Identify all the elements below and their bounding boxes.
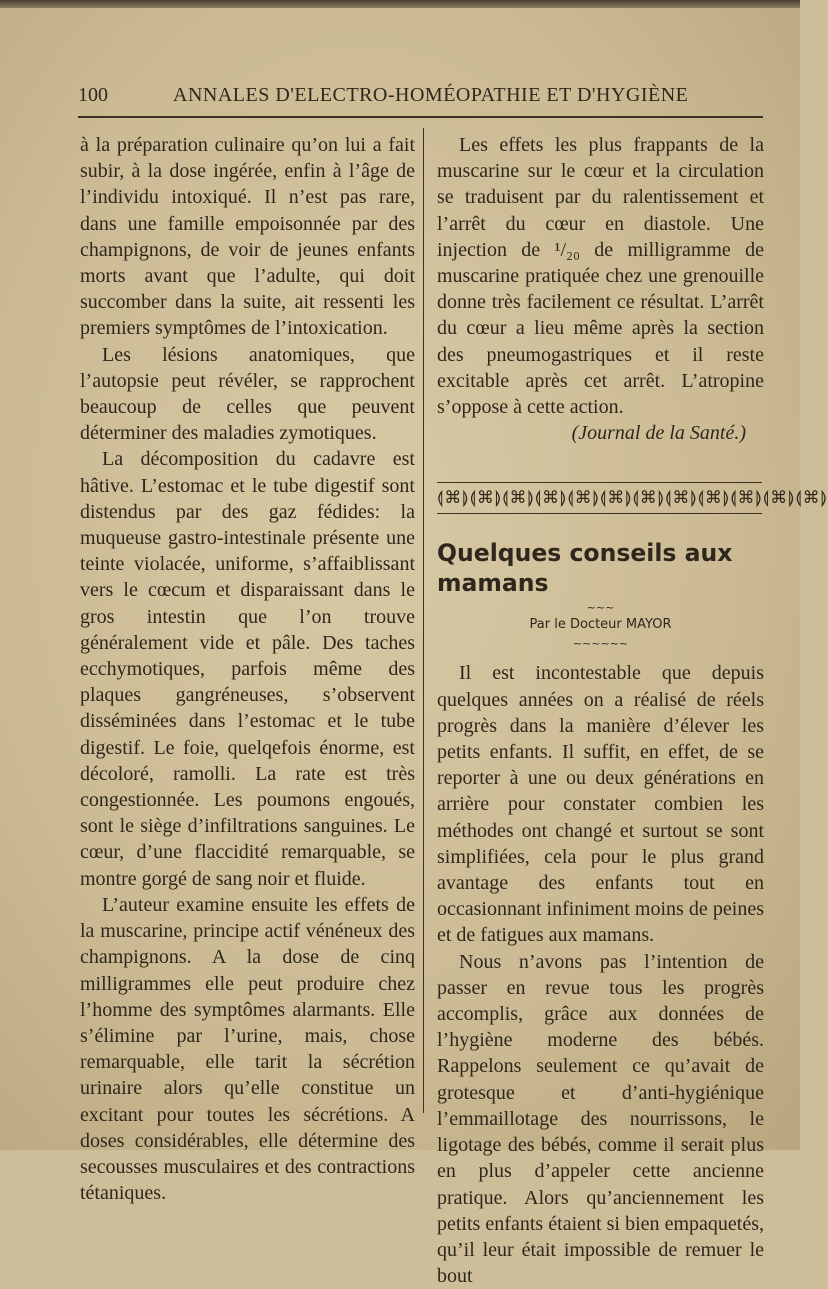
paragraph: à la préparation culinaire qu’on lui a fait subir, à la dose ingérée, enfin à l’âge de l’individu intoxiqué. Il n’est pas rare, dans une famille empoisonnée par des champignons, de voir de jeunes enfants morts avant que l’adulte, qui doit succomber dans la suite, ait ressenti les premiers symptômes de l’intoxication. — [80, 134, 415, 340]
running-title: ANNALES D'ELECTRO-HOMÉOPATHIE ET D'HYGIÈNE — [173, 84, 689, 106]
article-body — [437, 660, 764, 1289]
page-header — [78, 84, 778, 114]
scan-edge — [0, 0, 800, 8]
paragraph: Les lésions anatomiques, que l’autopsie peut révéler, se rapprochent beaucoup de celles que peuvent déterminer des maladies zymotiques. — [80, 343, 415, 445]
paragraph: Les effets les plus frappants de la muscarine sur le cœur et la circulation se traduisent par du ralentissement et l’arrêt du cœur en diastole. Une injection de ¹/₂₀ de milligramme de muscarine pratiquée chez une grenouille donne très facilement ce résultat. L’arrêt du cœur a lieu même après la section des pneumogastriques et il reste excitable après cet arrêt. L’atropine s’oppose à cette action. — [437, 134, 764, 419]
column-divider — [423, 128, 424, 1113]
squiggle-ornament: ~~~ — [586, 601, 615, 615]
page-number: 100 — [78, 84, 108, 106]
left-column — [80, 132, 415, 1206]
paragraph: Nous n’avons pas l’intention de passer en revue tous les progrès accomplis, grâce aux données de l’hygiène moderne des bébés. Rappelons seulement ce qu’avait de grotesque et d’anti-hygiénique l’emmaillotage des nourrissons, le ligotage des bébés, comme il serait plus en plus d’appeler cette ancienne pratique. Alors qu’anciennement les petits enfants étaient si bien empaquetés, qu’il leur était impossible de remuer le bout — [437, 950, 764, 1288]
ornamental-divider — [437, 482, 828, 514]
paragraph: La décomposition du cadavre est hâtive. L’estomac et le tube digestif sont distendus par des gaz fédides: la muqueuse gastro-intestinale présente une teinte violacée, uniforme, s’affaiblissant vers le cœcum et disparaissant dans le gros intestin que l’on trouve généralement vide et pâle. Des taches ecchymotiques, parfois même des plaques gangréneuses, s’observent disséminées dans l’estomac et le tube digestif. Le foie, quelqefois énorme, est décoloré, ramolli. La rate est très congestionnée. Les poumons engoués, sont le siège d’infiltrations sanguines. Le cœur, d’une flaccidité remarquable, se montre gorgé de sang noir et fluide. — [80, 448, 415, 890]
paragraph: Il est incontestable que depuis quelques années on a réalisé de réels progrès dans la manière d’élever les petits enfants. Il suffit, en effet, de se reporter à une ou deux générations en arrière pour constater combien les méthodes ont changé et surtout se sont simplifiées, cela pour le plus grand avantage des enfants tout en occasionnant infiniment moins de peines et de fatigues aux mamans. — [437, 662, 764, 947]
article-title: Quelques conseils aux mamans — [437, 539, 733, 598]
article-byline: Par le Docteur MAYOR — [529, 617, 672, 633]
ornament-pattern: ⟬⌘⟭⟬⌘⟭⟬⌘⟭⟬⌘⟭⟬⌘⟭⟬⌘⟭⟬⌘⟭⟬⌘⟭⟬⌘⟭⟬⌘⟭⟬⌘⟭⟬⌘⟭ — [437, 488, 828, 509]
right-column — [437, 132, 828, 1289]
source-citation: (Journal de la Santé.) — [571, 422, 746, 445]
paragraph: L’auteur examine ensuite les effets de la muscarine, principe actif vénéneux des champignons. A la dose de cinq milligrammes elle peut produire chez l’homme des symptômes alarmants. Elle s’élimine par l’urine, mais, chose remarquable, elle tarit la sécrétion urinaire alors qu’elle constitue un excitant pour toutes les sécrétions. A doses considérables, elle détermine des secousses musculaires et des contractions tétaniques. — [80, 893, 415, 1205]
header-rule — [78, 116, 763, 118]
squiggle-ornament: ~~~~~~ — [572, 637, 629, 651]
